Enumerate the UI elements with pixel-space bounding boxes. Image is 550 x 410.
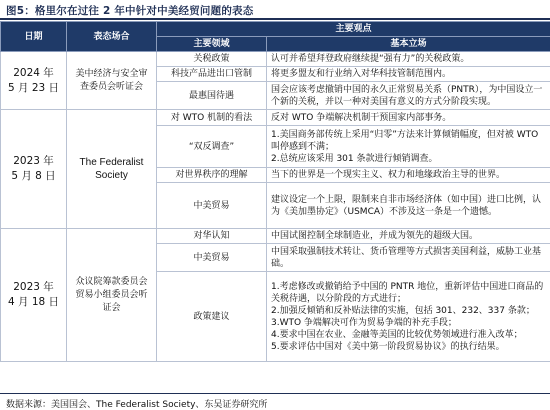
date-cell: 2024 年 5 月 23 日 (1, 52, 67, 110)
stance-cell (267, 82, 550, 110)
stance-cell (267, 244, 550, 272)
area-cell: 科技产品进出口管制 (157, 67, 267, 82)
table-body (1, 52, 550, 362)
stance-item: 国会应该考虑撤销中国的永久正常贸易关系（PNTR），为中国设立一个新的关税，并以一种对美国有意义的方式分阶段实现。 (271, 84, 543, 107)
area-cell: “双反调查” (157, 126, 267, 168)
stance-item: 当下的世界是一个现实主义、权力和地缘政治主导的世界。 (271, 170, 506, 180)
header-stance: 基本立场 (267, 37, 550, 52)
stance-cell (267, 229, 550, 244)
source-note: 数据来源：美国国会、The Federalist Society、东吴证券研究所 (6, 400, 268, 410)
stance-item: 将更多盟友和行业纳入对华科技管制范围内。 (271, 69, 452, 79)
header-main-view: 主要观点 (157, 22, 550, 37)
header-area: 主要领域 (157, 37, 267, 52)
date-cell: 2023 年 4 月 18 日 (1, 229, 67, 362)
table-row (1, 52, 550, 67)
stance-item: 1.考虑修改或撤销给予中国的 PNTR 地位，重新评估中国进口商品的关税待遇，以分阶段的方式进行； (271, 281, 544, 304)
statement-table (0, 21, 550, 362)
area-cell: 关税政策 (157, 52, 267, 67)
venue-cell: 众议院筹款委员会 贸易小组委员会听 证会 (67, 229, 157, 362)
stance-item: 中国试图控制全球制造业，并成为领先的超级大国。 (271, 231, 479, 241)
area-cell: 中美贸易 (157, 183, 267, 229)
stance-cell (267, 183, 550, 229)
venue-cell: The Federalist Society (67, 110, 157, 229)
table-row (1, 229, 550, 244)
stance-item: 建议设定一个上限，限制来自非市场经济体（如中国）进口比例，认为《美加墨协定》（USMCA）不涉及这一条是一个遗憾。 (271, 194, 542, 217)
area-cell: 中美贸易 (157, 244, 267, 272)
stance-cell (267, 67, 550, 82)
date-cell: 2023 年 5 月 8 日 (1, 110, 67, 229)
area-cell: 对世界秩序的理解 (157, 168, 267, 183)
stance-item: 3.WTO 争端解决可作为贸易争端的补充手段； (271, 317, 457, 328)
title-rule (0, 18, 550, 20)
area-cell: 对华认知 (157, 229, 267, 244)
bottom-rule (0, 393, 550, 394)
figure-title: 图5：格里尔在过往 2 年中针对中美经贸问题的表态 (6, 5, 254, 17)
stance-item: 反对 WTO 争端解决机制干预国家内部事务。 (271, 112, 452, 123)
venue-cell: 美中经济与安全审 查委员会听证会 (67, 52, 157, 110)
header-date: 日期 (1, 22, 67, 52)
stance-cell (267, 52, 550, 67)
stance-cell (267, 272, 550, 362)
area-cell: 对 WTO 机制的看法 (157, 110, 267, 126)
stance-item: 4.要求中国在农业、金融等美国的比较优势领域进行准入改革； (271, 329, 523, 340)
stance-item: 5.要求评估中国对《美中第一阶段贸易协议》的执行结果。 (271, 341, 505, 352)
area-cell: 最惠国待遇 (157, 82, 267, 110)
table-row (1, 110, 550, 126)
stance-item: 中国采取强制技术转让、货币管理等方式损害美国利益，威胁工业基础。 (271, 246, 542, 269)
stance-item: 2.加强反倾销和反补贴法律的实施，包括 301、232、337 条款； (271, 305, 535, 316)
stance-cell (267, 168, 550, 183)
stance-item: 2.总统应该采用 301 条款进行倾销调查。 (271, 153, 438, 164)
stance-cell (267, 110, 550, 126)
area-cell: 政策建议 (157, 272, 267, 362)
stance-cell (267, 126, 550, 168)
stance-item: 认可并希望拜登政府继续提“强有力”的关税政策。 (271, 54, 470, 64)
stance-item: 1.美国商务部传统上采用“归零”方法来计算倾销幅度，但对被 WTO 叫停感到不满； (271, 129, 539, 152)
header-venue: 表态场合 (67, 22, 157, 52)
